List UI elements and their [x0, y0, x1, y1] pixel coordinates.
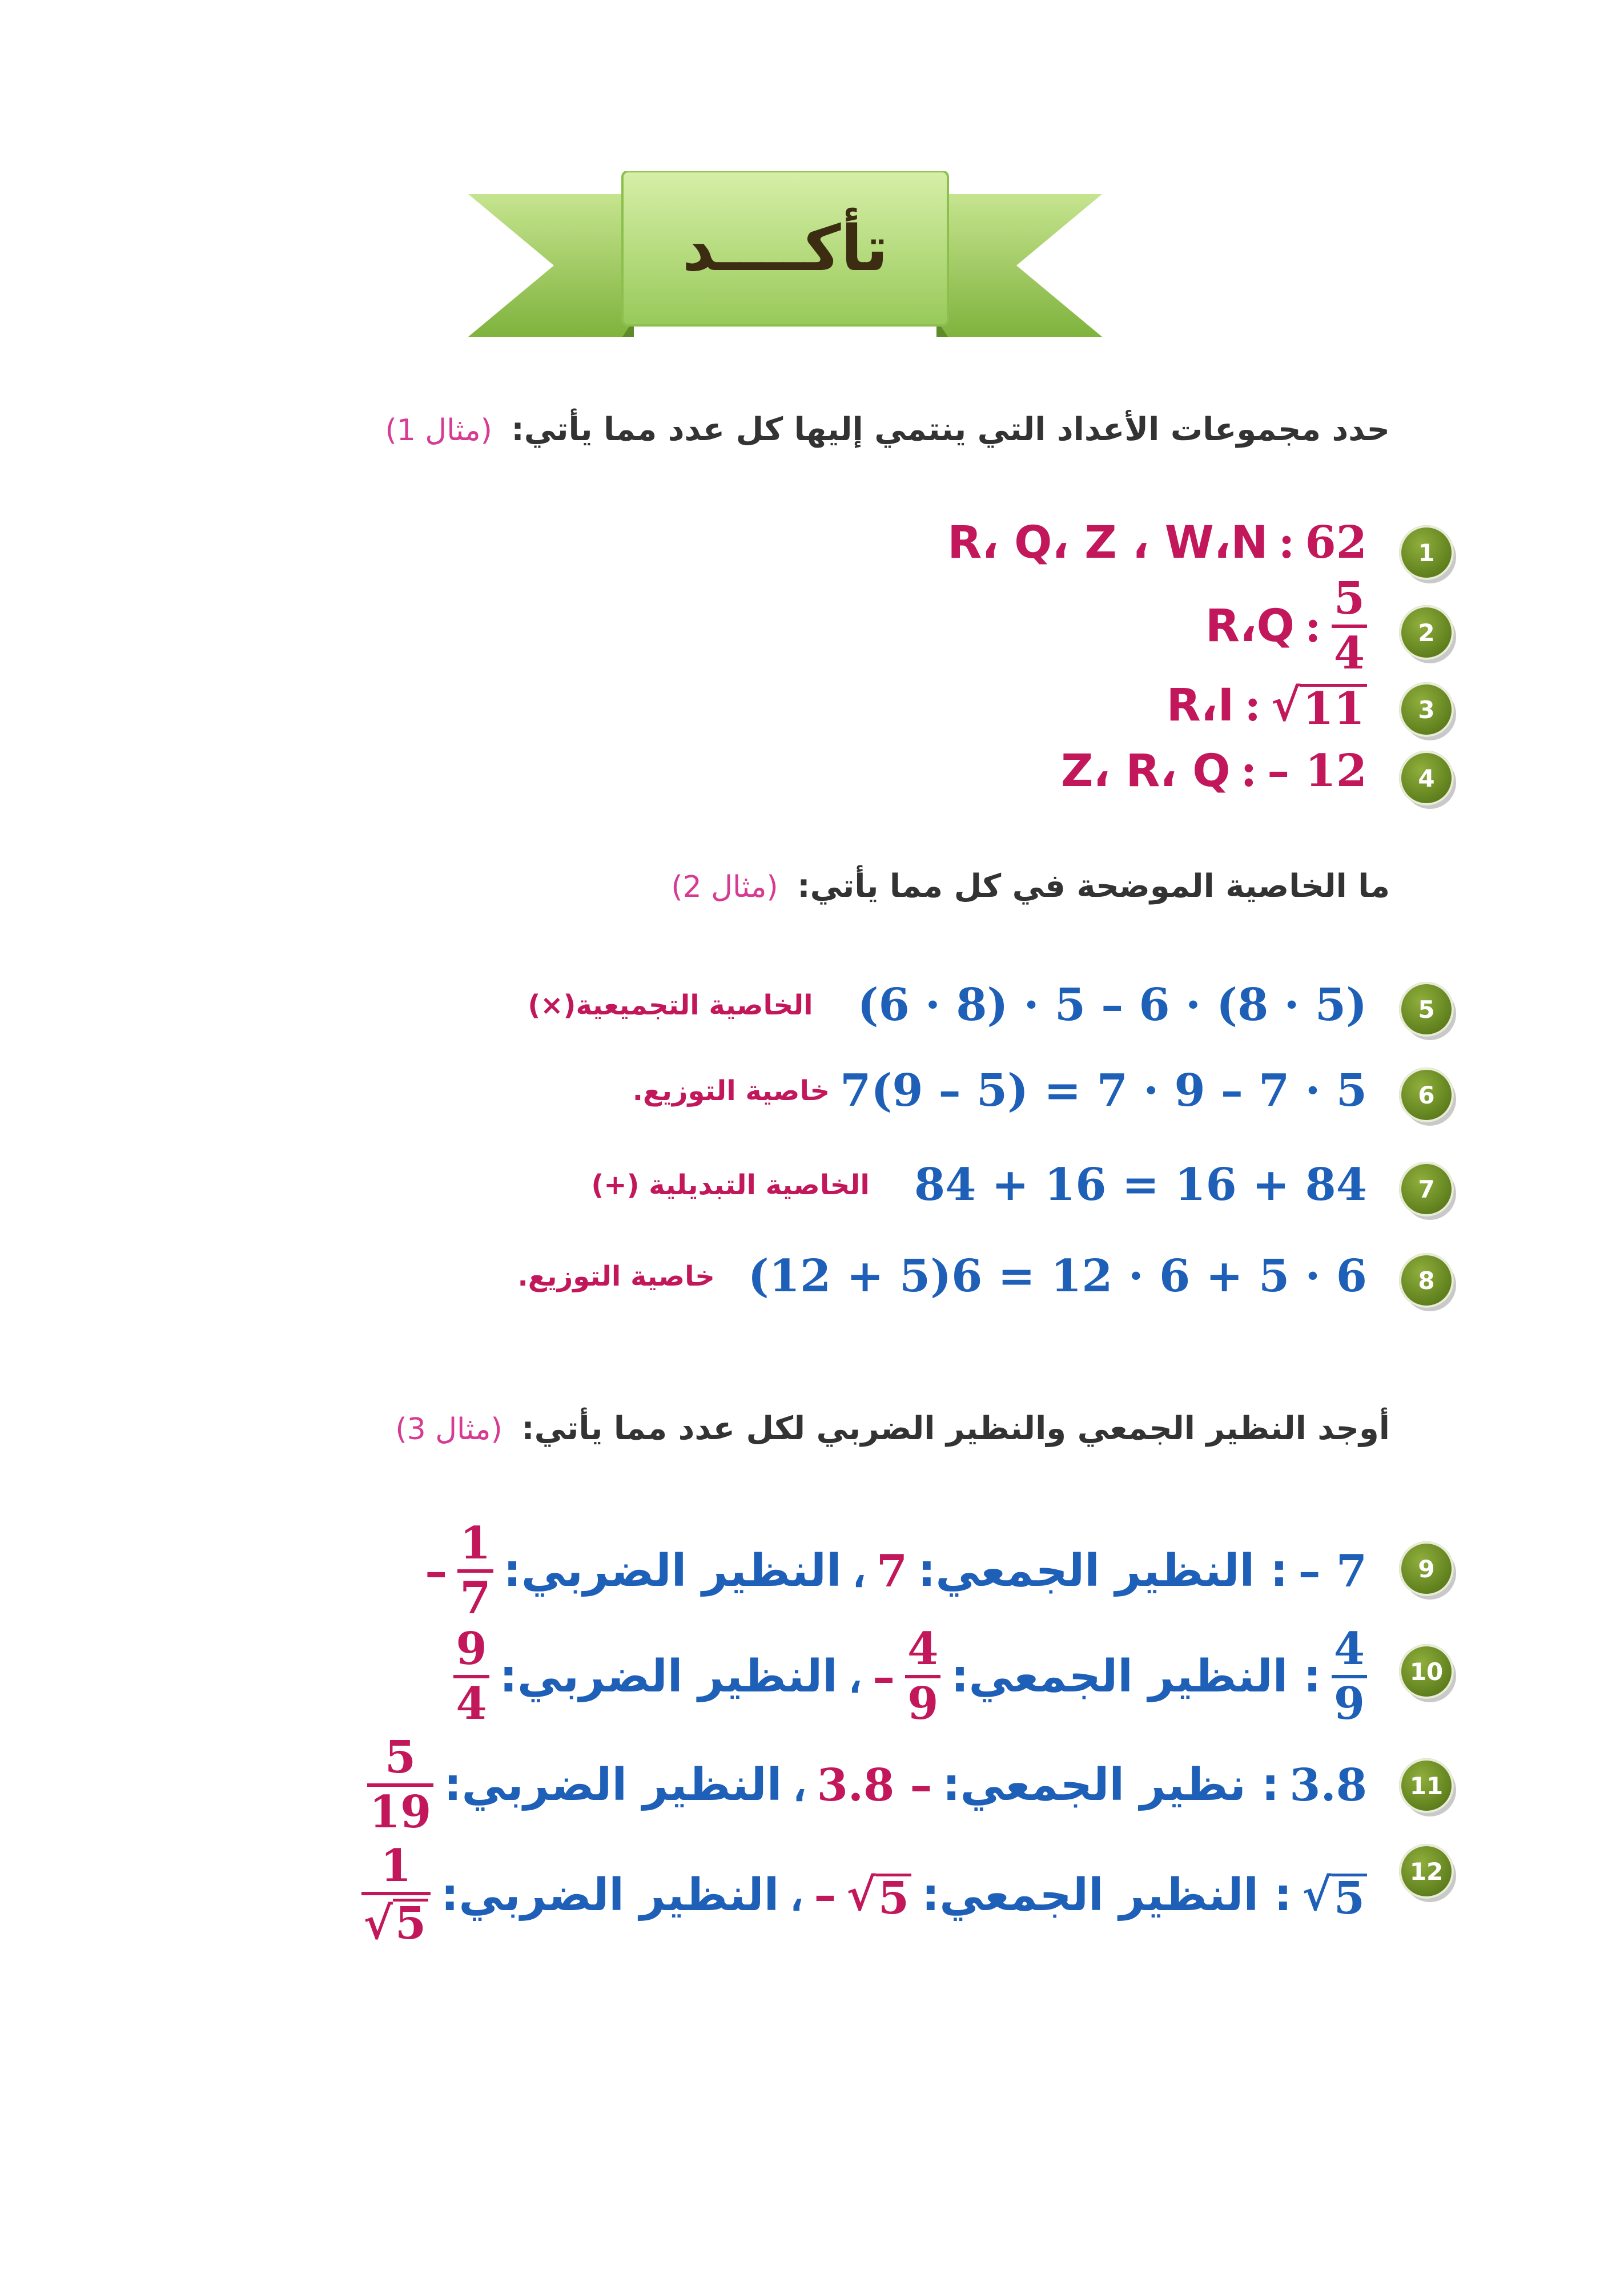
- section2-example-ref: (مثال 2): [671, 870, 778, 904]
- item-5-expression: (6 · 8) · 5 – 6 · (8 · 5): [857, 979, 1367, 1031]
- item-12: [361, 1840, 1367, 1949]
- item-badge-11: 11: [1399, 1758, 1454, 1813]
- item-3-sets: R،I: [1166, 679, 1235, 731]
- item-10-fraction: $\frac{4}{9}$: [1332, 1627, 1367, 1726]
- item-2-numerator: 5: [1333, 573, 1365, 625]
- item-12-mul-fraction: 1 √ 5: [361, 1844, 431, 1946]
- item-10-add-label: : النظير الجمعي:: [951, 1651, 1321, 1702]
- item-4: Z، R، Q : – 12: [1061, 745, 1367, 797]
- item-3-sqrt: √ 11: [1271, 679, 1367, 731]
- item-5: [528, 979, 1367, 1031]
- section3-example-ref: (مثال 3): [395, 1412, 503, 1447]
- item-2-sets: R،Q: [1205, 601, 1295, 652]
- title-banner: [468, 171, 1102, 354]
- item-1: [947, 517, 1367, 569]
- item-6-expression: 7(9 – 5) = 7 · 9 – 7 · 5: [840, 1065, 1367, 1117]
- item-badge-6: 6: [1399, 1068, 1454, 1122]
- item-9-mul-label: النظير الضربي:: [503, 1545, 842, 1597]
- item-badge-8: 8: [1399, 1253, 1454, 1308]
- item-1-sets: R، Q، Z ، W،N: [947, 517, 1268, 569]
- item-badge-7: 7: [1399, 1162, 1454, 1217]
- item-badge-2: 2: [1399, 605, 1454, 660]
- item-11-separator: ،: [792, 1759, 807, 1811]
- section3-heading: [395, 1410, 1390, 1447]
- item-12-separator: ،: [789, 1869, 804, 1921]
- item-9-add-label: : النظير الجمعي:: [918, 1545, 1288, 1597]
- item-badge-5: 5: [1399, 982, 1454, 1037]
- item-12-sqrt: √ 5: [1302, 1869, 1367, 1921]
- item-10-mul-label: النظير الضربي:: [499, 1651, 838, 1702]
- item-10-add-sign: –: [873, 1650, 895, 1703]
- item-8-property: خاصية التوزيع.: [517, 1260, 715, 1292]
- item-2-denominator: 4: [1332, 625, 1367, 676]
- section1-heading: [385, 411, 1390, 448]
- item-6: [633, 1065, 1367, 1117]
- item-badge-9: 9: [1399, 1541, 1454, 1596]
- section2-heading: [671, 868, 1390, 905]
- item-10-add-fraction: $\frac{4}{9}$: [905, 1627, 940, 1726]
- item-7-property: الخاصية التبديلية (+): [591, 1169, 870, 1201]
- item-9-number: – 7: [1298, 1545, 1367, 1597]
- page-title: تأكــــد: [682, 212, 889, 285]
- item-11-add-label: : نظير الجمعي:: [942, 1759, 1280, 1811]
- item-9-separator: ،: [851, 1545, 866, 1597]
- item-9-mul-fraction: $\frac{1}{7}$: [457, 1521, 493, 1621]
- item-3: R،I : √ 11: [1167, 679, 1367, 731]
- item-badge-1: 1: [1399, 525, 1454, 580]
- item-badge-10: 10: [1399, 1644, 1454, 1699]
- item-1-colon: :: [1278, 517, 1295, 569]
- item-12-add-label: : النظير الجمعي:: [922, 1869, 1292, 1921]
- item-2: R،Q : $\frac{5}{4}$: [1205, 577, 1367, 676]
- item-badge-4: 4: [1399, 751, 1454, 805]
- section1-example-ref: (مثال 1): [385, 413, 492, 448]
- section1-instruction: حدد مجموعات الأعداد التي ينتمي إليها كل عدد مما يأتي:: [511, 411, 1390, 448]
- item-11-mul-label: النظير الضربي:: [444, 1759, 782, 1811]
- item-11-mul-fraction: $\frac{5}{19}$: [367, 1735, 434, 1835]
- item-9-mul-sign: –: [425, 1545, 448, 1597]
- item-10-separator: ،: [847, 1650, 863, 1703]
- item-12-add-sqrt: √ 5: [847, 1869, 912, 1921]
- item-9: [425, 1517, 1367, 1624]
- section2-instruction: ما الخاصية الموضحة في كل مما يأتي:: [797, 868, 1390, 905]
- item-9-add-value: 7: [876, 1545, 908, 1597]
- item-badge-3: 3: [1399, 682, 1454, 737]
- section3-instruction: أوجد النظير الجمعي والنظير الضربي لكل عدد مما يأتي:: [521, 1410, 1390, 1447]
- item-4-value: – 12: [1267, 745, 1367, 797]
- item-12-add-sign: –: [814, 1869, 837, 1921]
- item-7: [591, 1159, 1367, 1211]
- item-10-mul-fraction: $\frac{9}{4}$: [453, 1627, 489, 1726]
- item-10: [453, 1623, 1367, 1730]
- item-11-number: 3.8: [1289, 1759, 1367, 1811]
- item-8-expression: (12 + 5)6 = 12 · 6 + 5 · 6: [747, 1250, 1367, 1302]
- item-12-mul-label: النظير الضربي:: [441, 1869, 779, 1921]
- item-2-fraction: [1332, 573, 1367, 679]
- item-11-add-value: 3.8 –: [817, 1759, 932, 1811]
- item-6-property: خاصية التوزيع.: [632, 1074, 830, 1107]
- item-11: [367, 1731, 1367, 1838]
- item-badge-12: 12: [1399, 1844, 1454, 1899]
- item-1-value: 62: [1305, 517, 1367, 569]
- item-4-sets: Z، R، Q: [1061, 745, 1231, 797]
- item-7-expression: 84 + 16 = 16 + 84: [914, 1159, 1367, 1211]
- item-8: [518, 1250, 1367, 1302]
- item-5-property: الخاصية التجميعية(×): [528, 989, 813, 1021]
